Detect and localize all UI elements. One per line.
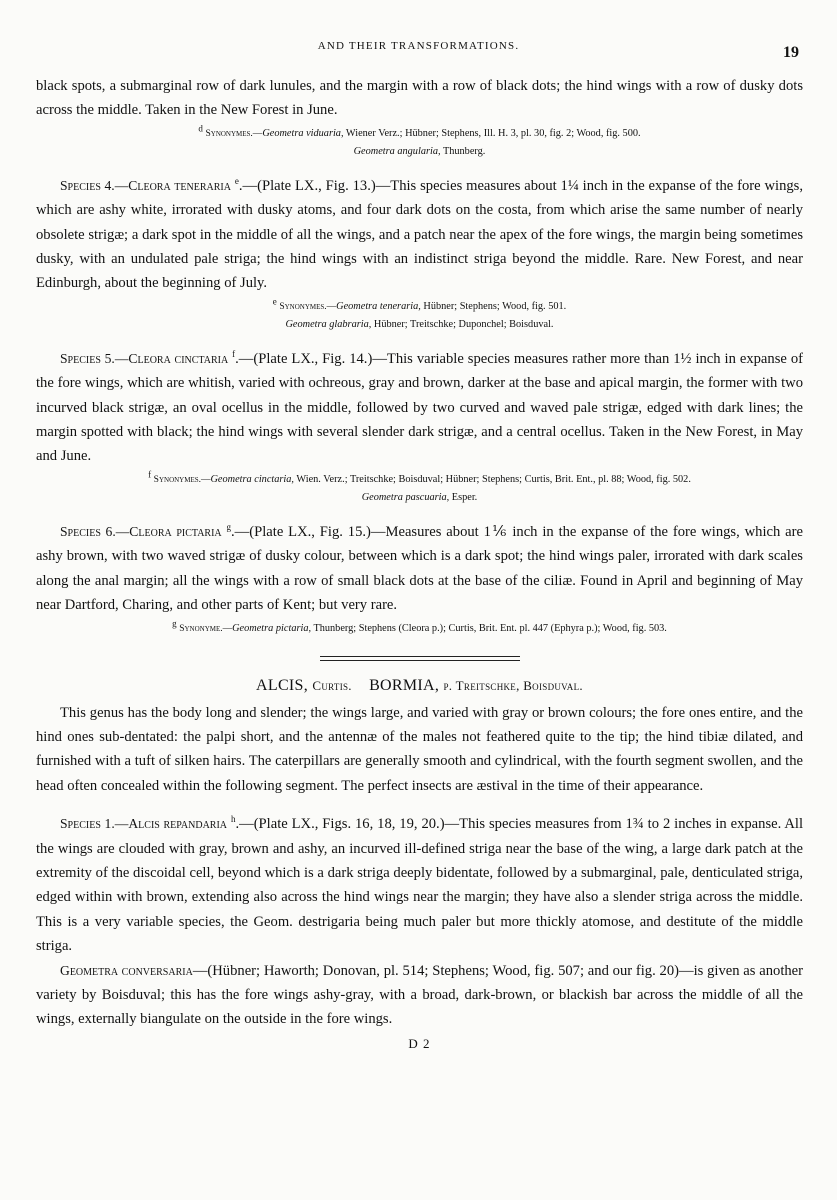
genus-heading	[36, 677, 803, 695]
genus-authority: p. Treitschke, Boisduval.	[443, 677, 583, 693]
footnote-taxon: Geometra teneraria,	[336, 300, 421, 312]
footnote-label: Synonyme.—	[179, 623, 233, 634]
species-description: .—(Plate LX., Fig. 14.)—This variable species measures rather more than 1½ inch in expanse of the fore wings, which are whitish, varied with ochreous, gray and brown, darker at the base and apical margin, the former with two incurved black strigæ, an oval ocellus in the middle, followed by two curved and waved pale strigæ, edged with dark lines; the margin spotted with black; the hind wings with several slender dark strigæ, and a central ocellus. Taken in the New Forest, in May and June.	[36, 350, 803, 465]
footnote-taxon: Geometra viduaria,	[262, 127, 344, 139]
footnote-ref: f	[232, 348, 236, 359]
footnote-refs: Wiener Verz.; Hübner; Stephens, Ill. H. 3, pl. 30, fig. 2; Wood, fig. 500.	[343, 127, 641, 139]
footnote-mark: g	[172, 618, 177, 629]
signature-mark: D 2	[408, 1035, 431, 1051]
footnote-g	[36, 620, 803, 638]
footnote-mark: e	[272, 296, 277, 307]
species-4-paragraph	[36, 174, 803, 296]
footnote-taxon: Geometra cinctaria,	[210, 473, 295, 485]
page-number: 19	[783, 44, 799, 61]
species-description: .—(Plate LX., Fig. 13.)—This species measures about 1¼ inch in the expanse of the fore wings, which are ashy white, irrorated with dusky atoms, and four dark dots on the costa, from which arise the same number of nearly obsolete strigæ; a dark spot in the middle of all the wings, and a patch near the apex of the fore wings, the margin being sometimes dusky, with an undulated pale striga; the hind wings with an indistinct striga beyond the middle. Rare. New Forest, and near Edinburgh, about the beginning of July.	[36, 177, 804, 292]
species-heading: Species 4.—Cleora teneraria	[60, 177, 231, 193]
footnote-refs: Hübner; Treitschke; Duponchel; Boisduval.	[371, 318, 554, 330]
variety-heading: Geometra conversaria	[60, 962, 193, 978]
genus-name: ALCIS,	[256, 676, 309, 694]
species-description: .—(Plate LX., Figs. 16, 18, 19, 20.)—This species measures from 1¾ to 2 inches in expanse. All the wings are clouded with gray, brown and ashy, an incurved ill-defined striga near the base of the wing, a large dark patch at the extremity of the discoidal cell, beyond which is a dark striga deeply bidentate, followed by a submarginal, pale, denticulated striga, edged within with brown, extending also across the hind wings near the margin; they have also a slender striga across the middle. This is a very variable species, the Geom. destrigaria being much paler but more thickly atomose, and destitute of the middle striga.	[36, 816, 803, 955]
species-6-paragraph	[36, 520, 803, 618]
running-head: AND THEIR TRANSFORMATIONS.	[317, 40, 520, 52]
species-description: .—(Plate LX., Fig. 15.)—Measures about 1⅙ inch in the expanse of the fore wings, which are ashy brown, with two waved strigæ of dusky colour, between which is a dark spot; the hind wings paler, irrorated with dark scales along the anal margin; all the wings with a row of small black dots at the base of the ciliæ. Found in April and beginning of May near Dartford, Charing, and other parts of Kent; but very rare.	[36, 523, 803, 614]
footnote-mark: d	[198, 123, 203, 134]
footnote-taxon: Geometra pascuaria,	[361, 491, 450, 503]
species-5-paragraph	[36, 347, 803, 469]
species-1-paragraph	[36, 812, 803, 958]
footnote-ref: g	[226, 522, 232, 533]
footnote-label: Synonymes.—	[279, 301, 337, 312]
genus-description: This genus has the body long and slender; the wings large, and varied with gray or brown colours; the fore ones entire, and the hind ones sub-dentated: the palpi short, and the antennæ of the males not feathered quite to the tip; the hind tibiæ dilated, and furnished with a tuft of silken hairs. The caterpillars are generally smooth and cylindrical, with the fourth segment swollen, and the head often concealed within the following segment. The perfect insects are æstival in the time of their appearance.	[36, 704, 803, 794]
footnote-ref: h	[230, 814, 236, 825]
species-heading: Species 6.—Cleora pictaria	[60, 523, 222, 539]
species-heading: Species 5.—Cleora cinctaria	[60, 350, 229, 366]
variety-description: —(Hübner; Haworth; Donovan, pl. 514; Stephens; Wood, fig. 507; and our fig. 20)—is given as another variety by Boisduval; this has the fore wings ashy-gray, with a broad, dark-brown, or blackish bar across the middle of all the wings, externally biangulate on the outside in the fore wings.	[36, 962, 804, 1028]
variety-paragraph	[36, 959, 803, 1032]
footnote-refs: Thunberg.	[440, 145, 486, 157]
footnote-label: Synonymes.—	[153, 474, 211, 485]
footnote-ref: e	[234, 175, 239, 186]
continued-paragraph: black spots, a submarginal row of dark lunules, and the margin with a row of black dots; the hind wings with a row of dusky dots across the middle. Taken in the New Forest in June.	[36, 78, 803, 119]
footnote-taxon: Geometra pictaria,	[232, 622, 312, 634]
footnote-refs: Hübner; Stephens; Wood, fig. 501.	[420, 300, 567, 312]
footnote-taxon: Geometra angularia,	[353, 145, 441, 157]
footnote-refs: Wien. Verz.; Treitschke; Boisduval; Hübner; Stephens; Curtis, Brit. Ent., pl. 88; Wood, fig. 502.	[294, 473, 691, 485]
page-body	[36, 74, 803, 1052]
footnote-label: Synonymes.—	[205, 128, 263, 139]
footnote-e	[36, 298, 803, 333]
species-heading: Species 1.—Alcis repandaria	[60, 816, 228, 832]
genus-authority: Curtis.	[312, 677, 352, 693]
footnote-refs: Esper.	[449, 491, 478, 503]
footnote-refs: Thunberg; Stephens (Cleora p.); Curtis, Brit. Ent. pl. 447 (Ephyra p.); Wood, fig. 503.	[311, 622, 667, 634]
footnote-d	[36, 125, 803, 160]
genus-name: BORMIA,	[369, 676, 440, 694]
footnote-f	[36, 471, 803, 506]
section-divider	[320, 656, 520, 661]
footnote-mark: f	[148, 469, 152, 480]
footnote-taxon: Geometra glabraria,	[285, 318, 372, 330]
